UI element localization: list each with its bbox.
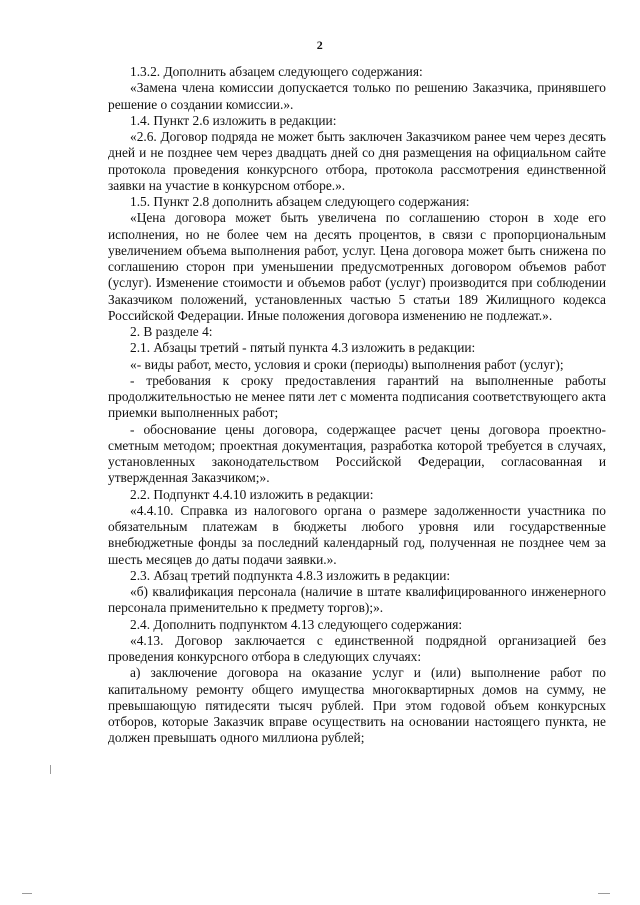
- quote-2-6: «2.6. Договор подряда не может быть заключен Заказчиком ранее чем через десять дней и не позднее чем через двадцать дней со дня размещения на официальном сайте протокола проведения конкурсного отбора, протокола рассмотрения единственной заявки на участие в конкурсном отборе.».: [108, 129, 606, 193]
- scan-artifact-mark: [598, 893, 610, 894]
- paragraph-1-4: 1.4. Пункт 2.6 изложить в редакции:: [130, 112, 337, 128]
- paragraph-2-3: 2.3. Абзац третий подпункта 4.8.3 изложить в редакции:: [130, 567, 451, 583]
- paragraph-2-2: 2.2. Подпункт 4.4.10 изложить в редакции:: [130, 486, 374, 502]
- scan-artifact-mark: [50, 765, 51, 774]
- page-number: 2: [316, 38, 324, 52]
- paragraph-1-3-2: 1.3.2. Дополнить абзацем следующего содержания:: [130, 64, 423, 79]
- quote-work-types: «- виды работ, место, условия и сроки (периоды) выполнения работ (услуг);: [130, 356, 564, 372]
- quote-contract-price: «Цена договора может быть увеличена по соглашению сторон в ходе его исполнения, но не более чем на десять процентов, в связи с пропорциональным увеличением объема выполнения работ, услуг. Цена договора может быть снижена по соглашению сторон при уменьшении предусмотренных договором объемов работ (услуг). Изменение стоимости и объемов работ (услуг) производится при соблюдении Заказчиком положений, установленных частью 5 статьи 189 Жилищного кодекса Российской Федерации. Иные положения договора изменению не подлежат.».: [108, 210, 606, 323]
- quote-4-13: «4.13. Договор заключается с единственной подрядной организацией без проведения конкурсного отбора в следующих случаях:: [108, 632, 606, 664]
- paragraph-2-1: 2.1. Абзацы третий - пятый пункта 4.3 изложить в редакции:: [130, 340, 476, 356]
- quote-guarantee-requirements: - требования к сроку предоставления гарантий на выполненные работы продолжительностью не менее пяти лет с момента подписания соответствующего акта приемки выполненных работ;: [108, 372, 606, 421]
- quote-commission-member: «Замена члена комиссии допускается только по решению Заказчика, принявшего решение о создании комиссии.».: [108, 80, 606, 112]
- section-2-heading: 2. В разделе 4:: [130, 324, 213, 339]
- scan-artifact-mark: [22, 893, 32, 894]
- quote-4-13-a: а) заключение договора на оказание услуг и (или) выполнение работ по капитальному ремонту общего имущества многоквартирных домов на сумму, не превышающую пятидесяти тысяч рублей. При этом годовой объем конкурсных отборов, которые Заказчик вправе осуществить на основании настоящего пункта, не должен превышать одного миллиона рублей;: [108, 665, 606, 746]
- quote-4-4-10: «4.4.10. Справка из налогового органа о размере задолженности участника по обязательным платежам в бюджеты любого уровня или государственные внебюджетные фонды за последний календарный год, полученная не позднее чем за шесть месяцев до даты подачи заявки.».: [108, 502, 606, 567]
- quote-personnel-qualification: «б) квалификация персонала (наличие в штате квалифицированного инженерного персонала применительно к предмету торгов);».: [108, 584, 606, 616]
- paragraph-2-4: 2.4. Дополнить подпунктом 4.13 следующего содержания:: [130, 616, 463, 632]
- document-body: [108, 64, 606, 747]
- paragraph-1-5: 1.5. Пункт 2.8 дополнить абзацем следующего содержания:: [130, 194, 470, 209]
- quote-price-justification: - обоснование цены договора, содержащее расчет цены договора проектно-сметным методом; проектная документация, разработка которой требуется в случаях, установленных законодательством Российской Федерации, согласованная и утвержденная Заказчиком;».: [108, 421, 606, 486]
